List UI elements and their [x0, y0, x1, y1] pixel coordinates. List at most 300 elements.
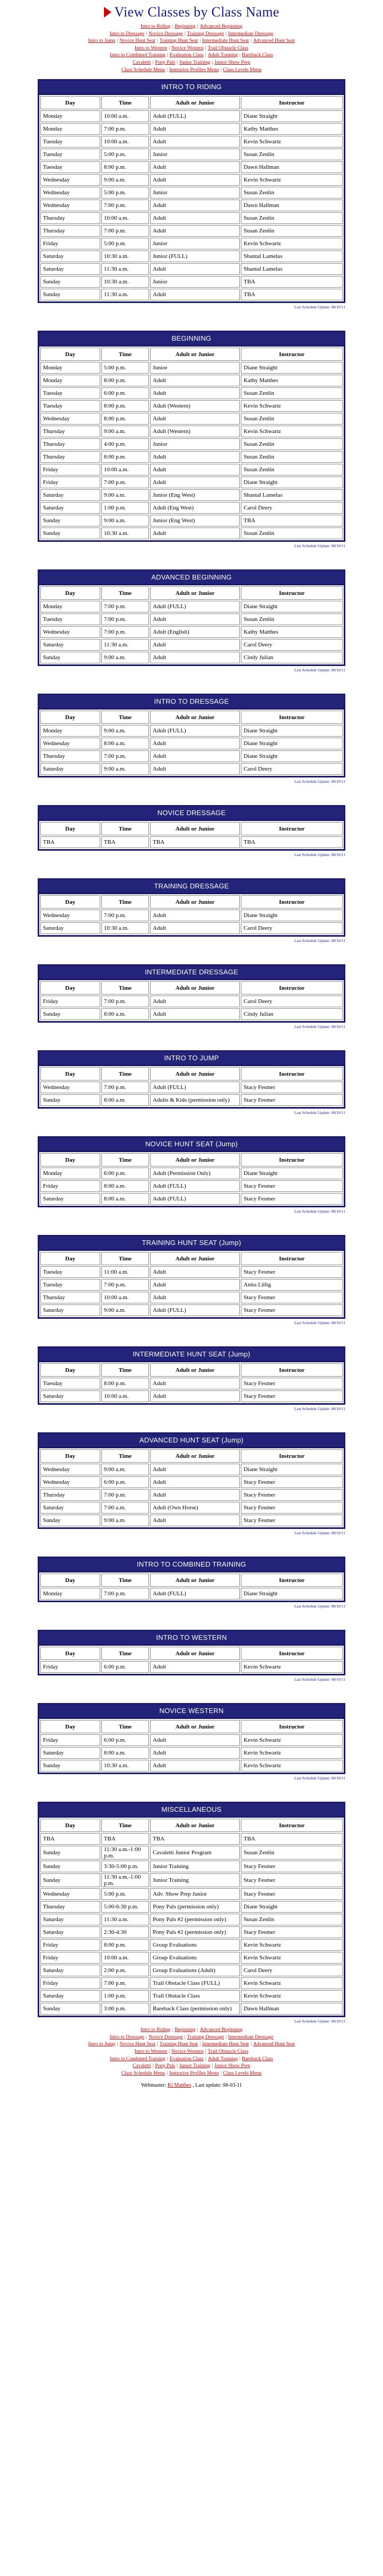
- table-row: [40, 136, 343, 148]
- section-title: NOVICE WESTERN: [38, 1703, 345, 1717]
- cell-day: Wednesday: [40, 174, 100, 186]
- section-miscellaneous: [38, 1802, 345, 2024]
- cell-time: 8:00 p.m.: [101, 1378, 149, 1389]
- cell-instructor: Diane Straight: [241, 1464, 343, 1475]
- bottom-nav-link-novice-western[interactable]: Novice Western: [171, 2048, 204, 2054]
- schedule-table: [38, 584, 345, 666]
- column-header-adult: Adult or Junior: [150, 348, 240, 361]
- cell-day: Wednesday: [40, 1888, 100, 1900]
- cell-instructor: Susan Zenlin: [241, 613, 343, 625]
- column-header-time: Time: [101, 1252, 149, 1265]
- cell-day: Wednesday: [40, 187, 100, 198]
- top-nav-link-instructor-profiles-menu[interactable]: Instructor Profiles Menu: [169, 67, 219, 73]
- schedule-table: [38, 1644, 345, 1675]
- cell-instructor: Susan Zenlin: [241, 387, 343, 399]
- cell-instructor: Diane Straight: [241, 750, 343, 762]
- top-nav-link-class-schedule-menu[interactable]: Class Schedule Menu: [121, 67, 166, 73]
- top-nav-link-junior-training[interactable]: Junior Training: [179, 59, 211, 65]
- cell-day: Sunday: [40, 1515, 100, 1526]
- top-nav-link-intermediate-dressage[interactable]: Intermediate Dressage: [228, 31, 274, 37]
- last-schedule-update: Last Schedule Update: 08/10/11: [294, 1110, 345, 1116]
- cell-instructor: Shantal Lamelas: [241, 489, 343, 501]
- top-nav-link-intro-to-combined-training[interactable]: Intro to Combined Training: [110, 53, 166, 58]
- nav-separator: |: [177, 59, 178, 65]
- cell-instructor: Kathy Matthes: [241, 626, 343, 638]
- bottom-nav-link-adult-training[interactable]: Adult Training: [207, 2056, 238, 2062]
- cell-adult: Adult: [150, 1515, 240, 1526]
- bottom-nav-line: [54, 2041, 329, 2048]
- table-row: [40, 161, 343, 173]
- table-row: [40, 250, 343, 262]
- cell-adult: Pony Pals #2 (permission only): [150, 1926, 240, 1938]
- section-novice-dressage: [38, 805, 345, 857]
- top-nav-link-intro-to-western[interactable]: Intro to Western: [134, 45, 168, 51]
- bottom-nav-line: [54, 2070, 329, 2078]
- cell-adult: Adult (Permission Only): [150, 1168, 240, 1179]
- cell-instructor: Carol Deery: [241, 639, 343, 651]
- cell-day: Saturday: [40, 1914, 100, 1925]
- cell-day: Sunday: [40, 528, 100, 539]
- cell-instructor: Cindy Julian: [241, 652, 343, 663]
- cell-adult: Adult: [150, 123, 240, 135]
- header: [0, 0, 383, 74]
- cell-adult: Adult: [150, 996, 240, 1007]
- table-row: [40, 263, 343, 275]
- cell-day: Sunday: [40, 2003, 100, 2015]
- table-row: [40, 1873, 343, 1887]
- top-nav-link-bareback-class[interactable]: Bareback Class: [242, 53, 273, 58]
- cell-time: 5:00 p.m.: [101, 149, 149, 160]
- section-title: INTRO TO COMBINED TRAINING: [38, 1557, 345, 1571]
- top-nav-link-advanced-beginning[interactable]: Advanced Beginning: [199, 24, 243, 29]
- cell-instructor: Stacy Fesmer: [241, 1861, 343, 1872]
- last-schedule-update: Last Schedule Update: 08/10/11: [294, 1209, 345, 1214]
- cell-adult: Adult: [150, 1760, 240, 1771]
- top-nav-link-training-hunt-seat[interactable]: Training Hunt Seat: [159, 38, 198, 44]
- top-nav-link-intermediate-hunt-seat[interactable]: Intermediate Hunt Seat: [202, 38, 249, 44]
- table-row: [40, 652, 343, 663]
- cell-adult: Adult: [150, 413, 240, 425]
- table-header-row: [40, 1720, 343, 1733]
- cell-day: Wednesday: [40, 626, 100, 638]
- top-nav-link-novice-western[interactable]: Novice Western: [171, 45, 204, 51]
- table-row: [40, 400, 343, 412]
- table-header-row: [40, 711, 343, 724]
- bottom-nav-link-intro-to-jump[interactable]: Intro to Jump: [88, 2042, 116, 2047]
- column-header-time: Time: [101, 348, 149, 361]
- section-beginning: [38, 331, 345, 548]
- bottom-nav-link-beginning[interactable]: Beginning: [175, 2027, 196, 2033]
- nav-separator: |: [177, 2063, 178, 2069]
- cell-instructor: Diane Straight: [241, 601, 343, 612]
- column-header-day: Day: [40, 711, 100, 724]
- column-header-time: Time: [101, 1449, 149, 1463]
- nav-separator: |: [184, 2034, 186, 2040]
- bottom-nav-link-bareback-class[interactable]: Bareback Class: [242, 2056, 273, 2062]
- bottom-nav-line: [54, 2027, 329, 2034]
- nav-separator: |: [156, 2042, 158, 2047]
- section-training-dressage: [38, 878, 345, 943]
- cell-day: Wednesday: [40, 910, 100, 921]
- bottom-nav-link-novice-hunt-seat[interactable]: Novice Hunt Seat: [119, 2042, 155, 2047]
- cell-instructor: Stacy Fesmer: [241, 1502, 343, 1514]
- table-row: [40, 502, 343, 514]
- cell-instructor: Stacy Fesmer: [241, 1489, 343, 1501]
- cell-time: 7:00 p.m.: [101, 1977, 149, 1989]
- table-row: [40, 477, 343, 488]
- cell-instructor: Stacy Fesmer: [241, 1515, 343, 1526]
- column-header-day: Day: [40, 1449, 100, 1463]
- cell-day: Sunday: [40, 1861, 100, 1872]
- cell-instructor: Susan Zenlin: [241, 1914, 343, 1925]
- cell-day: Tuesday: [40, 1266, 100, 1278]
- cell-time: 4:00 p.m.: [101, 438, 149, 450]
- cell-day: Sunday: [40, 1094, 100, 1106]
- top-nav-link-pony-pals[interactable]: Pony Pals: [155, 59, 176, 65]
- section-title: NOVICE DRESSAGE: [38, 805, 345, 819]
- cell-day: Wednesday: [40, 738, 100, 749]
- cell-time: 8:00 p.m.: [101, 375, 149, 386]
- cell-day: Thursday: [40, 1901, 100, 1913]
- cell-instructor: Susan Zenlin: [241, 528, 343, 539]
- table-row: [40, 1734, 343, 1746]
- last-schedule-update: Last Schedule Update: 08/10/11: [294, 543, 345, 549]
- table-row: [40, 1888, 343, 1900]
- table-header-row: [40, 895, 343, 909]
- cell-time: 5:00 p.m.: [101, 238, 149, 249]
- cell-day: Tuesday: [40, 613, 100, 625]
- nav-separator: |: [167, 53, 168, 58]
- top-nav: [54, 23, 329, 74]
- table-row: [40, 174, 343, 186]
- cell-instructor: Susan Zenlin: [241, 451, 343, 463]
- bottom-nav-link-class-schedule-menu[interactable]: Class Schedule Menu: [121, 2070, 166, 2076]
- bottom-nav-link-intermediate-hunt-seat[interactable]: Intermediate Hunt Seat: [202, 2042, 249, 2047]
- bottom-nav-link-evaluation-class[interactable]: Evaluation Class: [169, 2056, 204, 2062]
- cell-instructor: TBA: [241, 515, 343, 526]
- cell-adult: Cavaletti Junior Program: [150, 1846, 240, 1860]
- table-row: [40, 2003, 343, 2015]
- column-header-time: Time: [101, 822, 149, 835]
- cell-day: Wednesday: [40, 200, 100, 211]
- cell-adult: Junior: [150, 149, 240, 160]
- nav-separator: |: [117, 38, 118, 44]
- cell-adult: Adult: [150, 477, 240, 488]
- cell-adult: Adult: [150, 528, 240, 539]
- section-title: INTRO TO DRESSAGE: [38, 694, 345, 708]
- bottom-nav-link-advanced-hunt-seat[interactable]: Advanced Hunt Seat: [253, 2042, 295, 2047]
- table-row: [40, 362, 343, 374]
- cell-instructor: Anita Lillig: [241, 1279, 343, 1291]
- cell-time: 9:00 a.m.: [101, 1304, 149, 1316]
- table-row: [40, 1489, 343, 1501]
- bottom-nav-link-cavaletti[interactable]: Cavaletti: [133, 2063, 151, 2069]
- column-header-instructor: Instructor: [241, 1067, 343, 1080]
- table-row: [40, 639, 343, 651]
- cell-instructor: Susan Zenlin: [241, 413, 343, 425]
- table-row: [40, 1861, 343, 1872]
- nav-separator: |: [205, 53, 206, 58]
- cell-adult: Junior: [150, 276, 240, 288]
- cell-instructor: Kevin Schwartz: [241, 1734, 343, 1746]
- cell-day: Thursday: [40, 451, 100, 463]
- section-intro-to-riding: [38, 79, 345, 309]
- cell-adult: Adult (Own Horse): [150, 1502, 240, 1514]
- column-header-adult: Adult or Junior: [150, 981, 240, 995]
- column-header-time: Time: [101, 1574, 149, 1587]
- nav-separator: |: [205, 2048, 206, 2054]
- cell-time: 7:00 a.m.: [101, 1502, 149, 1514]
- cell-adult: Adult: [150, 639, 240, 651]
- last-schedule-update: Last Schedule Update: 08/10/11: [294, 779, 345, 784]
- cell-instructor: Kevin Schwartz: [241, 426, 343, 437]
- bottom-nav-link-training-dressage[interactable]: Training Dressage: [187, 2034, 224, 2040]
- column-header-adult: Adult or Junior: [150, 1153, 240, 1166]
- nav-separator: |: [184, 31, 186, 37]
- bottom-nav-line: [54, 2063, 329, 2070]
- cell-adult: Bareback Class (permission only): [150, 2003, 240, 2015]
- top-nav-link-training-dressage[interactable]: Training Dressage: [187, 31, 224, 37]
- table-row: [40, 1515, 343, 1526]
- column-header-day: Day: [40, 96, 100, 109]
- cell-day: Saturday: [40, 1502, 100, 1514]
- bottom-nav-link-junior-training[interactable]: Junior Training: [179, 2063, 211, 2069]
- table-row: [40, 1464, 343, 1475]
- top-nav-link-intro-to-jump[interactable]: Intro to Jump: [88, 38, 116, 44]
- cell-instructor: Stacy Fesmer: [241, 1873, 343, 1887]
- cell-day: Sunday: [40, 289, 100, 300]
- cell-day: Sunday: [40, 1873, 100, 1887]
- top-nav-line: [54, 23, 329, 31]
- cell-day: Friday: [40, 996, 100, 1007]
- table-row: [40, 225, 343, 237]
- cell-instructor: Diane Straight: [241, 738, 343, 749]
- cell-time: 9:00 a.m.: [101, 1464, 149, 1475]
- cell-day: Monday: [40, 601, 100, 612]
- cell-time: 7:00 p.m.: [101, 996, 149, 1007]
- cell-day: Friday: [40, 1952, 100, 1964]
- cell-time: 2:30-4:30: [101, 1926, 149, 1938]
- cell-time: 11:30 a.m.-1:00 p.m.: [101, 1873, 149, 1887]
- cell-time: 9:00 a.m.: [101, 763, 149, 775]
- cell-time: 9:00 a.m.: [101, 1515, 149, 1526]
- bottom-nav-link-intro-to-combined-training[interactable]: Intro to Combined Training: [110, 2056, 166, 2062]
- cell-day: Friday: [40, 1977, 100, 1989]
- table-row: [40, 1901, 343, 1913]
- footer-credit: [0, 2082, 383, 2088]
- last-schedule-update: Last Schedule Update: 08/10/11: [294, 2019, 345, 2024]
- nav-separator: |: [169, 45, 170, 51]
- cell-adult: Adult: [150, 289, 240, 300]
- section-title: ADVANCED HUNT SEAT (Jump): [38, 1432, 345, 1447]
- nav-separator: |: [172, 24, 173, 29]
- cell-adult: Adult: [150, 464, 240, 476]
- cell-instructor: Stacy Fesmer: [241, 1390, 343, 1402]
- column-header-adult: Adult or Junior: [150, 1252, 240, 1265]
- cell-time: 11:30 a.m.: [101, 263, 149, 275]
- cell-instructor: Susan Zenlin: [241, 187, 343, 198]
- nav-separator: |: [152, 2063, 154, 2069]
- cell-instructor: Kevin Schwartz: [241, 1747, 343, 1759]
- cell-time: 11:30 a.m.: [101, 639, 149, 651]
- cell-adult: Adult: [150, 225, 240, 237]
- bottom-nav-link-intro-to-dressage[interactable]: Intro to Dressage: [109, 2034, 145, 2040]
- cell-time: 10:30 a.m.: [101, 1760, 149, 1771]
- cell-time: 7:00 p.m.: [101, 200, 149, 211]
- bottom-nav-link-training-hunt-seat[interactable]: Training Hunt Seat: [159, 2042, 198, 2047]
- cell-adult: Adult: [150, 1747, 240, 1759]
- cell-time: 7:00 p.m.: [101, 123, 149, 135]
- schedule-table: [38, 708, 345, 777]
- table-row: [40, 1760, 343, 1771]
- cell-instructor: Stacy Fesmer: [241, 1292, 343, 1303]
- cell-adult: Adult (Eng West): [150, 502, 240, 514]
- cell-time: 10:30 a.m.: [101, 528, 149, 539]
- table-row: [40, 1266, 343, 1278]
- bottom-nav-link-pony-pals[interactable]: Pony Pals: [155, 2063, 176, 2069]
- column-header-instructor: Instructor: [241, 348, 343, 361]
- bottom-nav-link-intro-to-western[interactable]: Intro to Western: [134, 2048, 168, 2054]
- cell-time: 6:00 p.m.: [101, 1476, 149, 1488]
- column-header-adult: Adult or Junior: [150, 711, 240, 724]
- column-header-time: Time: [101, 895, 149, 909]
- cell-day: Monday: [40, 725, 100, 737]
- cell-adult: Adult: [150, 136, 240, 148]
- top-nav-link-cavaletti[interactable]: Cavaletti: [133, 59, 151, 65]
- bottom-nav-link-junior-show-prep[interactable]: Junior Show Prep: [214, 2063, 250, 2069]
- cell-time: 9:00 a.m.: [101, 652, 149, 663]
- cell-instructor: Kathy Matthes: [241, 375, 343, 386]
- table-row: [40, 1846, 343, 1860]
- cell-time: 8:00 p.m.: [101, 451, 149, 463]
- bottom-nav-link-intermediate-dressage[interactable]: Intermediate Dressage: [228, 2034, 274, 2040]
- table-row: [40, 1939, 343, 1951]
- cell-time: 10:00 a.m.: [101, 110, 149, 122]
- class-sections: [0, 79, 383, 2024]
- cell-instructor: Diane Straight: [241, 1168, 343, 1179]
- nav-separator: |: [199, 2042, 201, 2047]
- table-row: [40, 1661, 343, 1673]
- cell-day: Friday: [40, 1661, 100, 1673]
- table-row: [40, 910, 343, 921]
- column-header-time: Time: [101, 1720, 149, 1733]
- section-title: TRAINING HUNT SEAT (Jump): [38, 1235, 345, 1249]
- cell-time: 10:00 a.m.: [101, 136, 149, 148]
- cell-time: 2:00 p.m.: [101, 1965, 149, 1976]
- cell-instructor: TBA: [241, 836, 343, 848]
- cell-time: 9:00 a.m.: [101, 426, 149, 437]
- nav-separator: |: [205, 2056, 206, 2062]
- cell-time: 3:00 p.m.: [101, 2003, 149, 2015]
- bottom-nav-link-class-levels-menu[interactable]: Class Levels Menu: [223, 2070, 262, 2076]
- table-row: [40, 1193, 343, 1205]
- cell-day: Tuesday: [40, 136, 100, 148]
- cell-adult: Adult: [150, 1464, 240, 1475]
- bottom-nav-link-novice-dressage[interactable]: Novice Dressage: [149, 2034, 183, 2040]
- cell-time: TBA: [101, 836, 149, 848]
- column-header-instructor: Instructor: [241, 1819, 343, 1832]
- table-row: [40, 413, 343, 425]
- cell-instructor: Diane Straight: [241, 362, 343, 374]
- nav-separator: |: [169, 2048, 170, 2054]
- cell-day: Saturday: [40, 263, 100, 275]
- cell-adult: Adults & Kids (permission only): [150, 1094, 240, 1106]
- top-nav-link-beginning[interactable]: Beginning: [175, 24, 196, 29]
- top-nav-link-novice-dressage[interactable]: Novice Dressage: [149, 31, 183, 37]
- cell-day: Saturday: [40, 489, 100, 501]
- cell-day: Sunday: [40, 1760, 100, 1771]
- cell-day: Tuesday: [40, 1279, 100, 1291]
- top-nav-link-advanced-hunt-seat[interactable]: Advanced Hunt Seat: [253, 38, 295, 44]
- cell-time: 10:30 a.m.: [101, 250, 149, 262]
- schedule-table: [38, 1151, 345, 1207]
- table-header-row: [40, 1067, 343, 1080]
- cell-instructor: Shantal Lamelas: [241, 250, 343, 262]
- cell-time: 7:00 p.m.: [101, 613, 149, 625]
- schedule-table: [38, 979, 345, 1023]
- cell-time: 8:00 p.m.: [101, 161, 149, 173]
- nav-separator: |: [225, 31, 227, 37]
- table-row: [40, 187, 343, 198]
- last-schedule-update: Last Schedule Update: 08/10/11: [294, 1677, 345, 1682]
- cell-day: Tuesday: [40, 400, 100, 412]
- table-row: [40, 200, 343, 211]
- cell-time: 7:00 p.m.: [101, 1588, 149, 1600]
- top-nav-link-adult-training[interactable]: Adult Training: [207, 53, 238, 58]
- nav-separator: |: [146, 2034, 147, 2040]
- schedule-table: [38, 893, 345, 937]
- bottom-nav-link-instructor-profiles-menu[interactable]: Instructor Profiles Menu: [169, 2070, 219, 2076]
- bottom-nav-link-trail-obstacle-class[interactable]: Trail Obstacle Class: [207, 2048, 249, 2054]
- top-nav-link-intro-to-dressage[interactable]: Intro to Dressage: [109, 31, 145, 37]
- nav-separator: |: [197, 24, 198, 29]
- top-nav-link-intro-to-riding[interactable]: Intro to Riding: [140, 24, 171, 29]
- top-nav-link-trail-obstacle-class[interactable]: Trail Obstacle Class: [207, 45, 249, 51]
- bottom-nav-link-advanced-beginning[interactable]: Advanced Beginning: [199, 2027, 243, 2033]
- table-row: [40, 489, 343, 501]
- last-schedule-update: Last Schedule Update: 08/10/11: [294, 305, 345, 310]
- section-advanced-hunt-seat-jump: [38, 1432, 345, 1535]
- webmaster-link[interactable]: Ki Matthes: [167, 2082, 192, 2089]
- table-header-row: [40, 1363, 343, 1377]
- cell-day: Sunday: [40, 515, 100, 526]
- cell-time: 10:00 a.m.: [101, 212, 149, 224]
- cell-instructor: Stacy Fesmer: [241, 1266, 343, 1278]
- cell-instructor: Stacy Fesmer: [241, 1888, 343, 1900]
- cell-adult: Adult: [150, 738, 240, 749]
- cell-instructor: Kevin Schwartz: [241, 174, 343, 186]
- cell-instructor: TBA: [241, 276, 343, 288]
- cell-adult: Trail Obstacle Class: [150, 1990, 240, 2002]
- top-nav-link-class-levels-menu[interactable]: Class Levels Menu: [223, 67, 262, 73]
- cell-day: Monday: [40, 362, 100, 374]
- cell-instructor: Dawn Hallman: [241, 200, 343, 211]
- last-schedule-update: Last Schedule Update: 08/10/11: [294, 668, 345, 673]
- top-nav-link-evaluation-class[interactable]: Evaluation Class: [169, 53, 204, 58]
- schedule-table: [38, 1447, 345, 1529]
- cell-adult: Adult (FULL): [150, 1180, 240, 1192]
- column-header-day: Day: [40, 348, 100, 361]
- cell-time: 3:30-5:00 p.m.: [101, 1861, 149, 1872]
- top-nav-link-novice-hunt-seat[interactable]: Novice Hunt Seat: [119, 38, 155, 44]
- last-schedule-update: Last Schedule Update: 08/10/11: [294, 1604, 345, 1609]
- bottom-nav-link-intro-to-riding[interactable]: Intro to Riding: [140, 2027, 171, 2033]
- cell-adult: Group Evaluations: [150, 1952, 240, 1964]
- cell-instructor: Stacy Fesmer: [241, 1476, 343, 1488]
- nav-separator: |: [239, 53, 241, 58]
- top-nav-link-junior-show-prep[interactable]: Junior Show Prep: [214, 59, 250, 65]
- table-row: [40, 123, 343, 135]
